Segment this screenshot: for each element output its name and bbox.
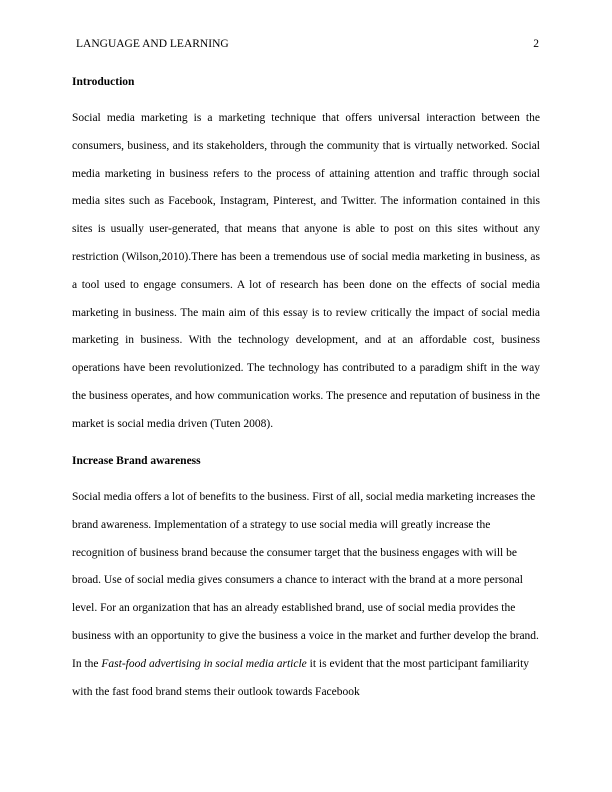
section-heading-introduction: Introduction [72, 76, 135, 88]
introduction-paragraph: Social media marketing is a marketing technique that offers universal interaction between the consumers, business, and its stakeholders, through the community that is virtually networked. Social media marketing in business refers to the process of attaining attention and traffic through social media sites such as Facebook, Instagram, Pinterest, and Twitter. The information contained in this sites is usually user-generated, that means that anyone is able to post on this sites without any restriction (Wilson,2010).There has been a tremendous use of social media marketing in business, as a tool used to engage consumers. A lot of research has been done on the effects of social media marketing in business. The main aim of this essay is to review critically the impact of social media marketing in business. With the technology development, and at an affordable cost, business operations have been revolutionized. The technology has contributed to a paradigm shift in the way the business operates, and how communication works. The presence and reputation of business in the market is social media driven (Tuten 2008). [72, 112, 540, 430]
brand-paragraph-text-end: it is evident that the most participant familiarity with the fast food brand stems their outlook towards Facebook [72, 657, 530, 698]
section-heading-brand-awareness: Increase Brand awareness [72, 455, 201, 467]
running-title: LANGUAGE AND LEARNING [76, 38, 229, 50]
page-number: 2 [533, 38, 539, 50]
article-title-italic: Fast-food advertising in social media article [101, 657, 307, 670]
running-header [76, 36, 539, 52]
brand-paragraph-text-start: Social media offers a lot of benefits to the business. First of all, social media marketing increases the brand awareness. Implementation of a strategy to use social media will greatly increase the recognition of business brand because the consumer target that the business engages with will be broad. Use of social media gives consumers a chance to interact with the brand at a more personal level. For an organization that has an already established brand, use of social media provides the business with an opportunity to give the business a voice in the market and further develop the brand. In the [72, 491, 539, 670]
brand-awareness-paragraph [72, 484, 540, 706]
